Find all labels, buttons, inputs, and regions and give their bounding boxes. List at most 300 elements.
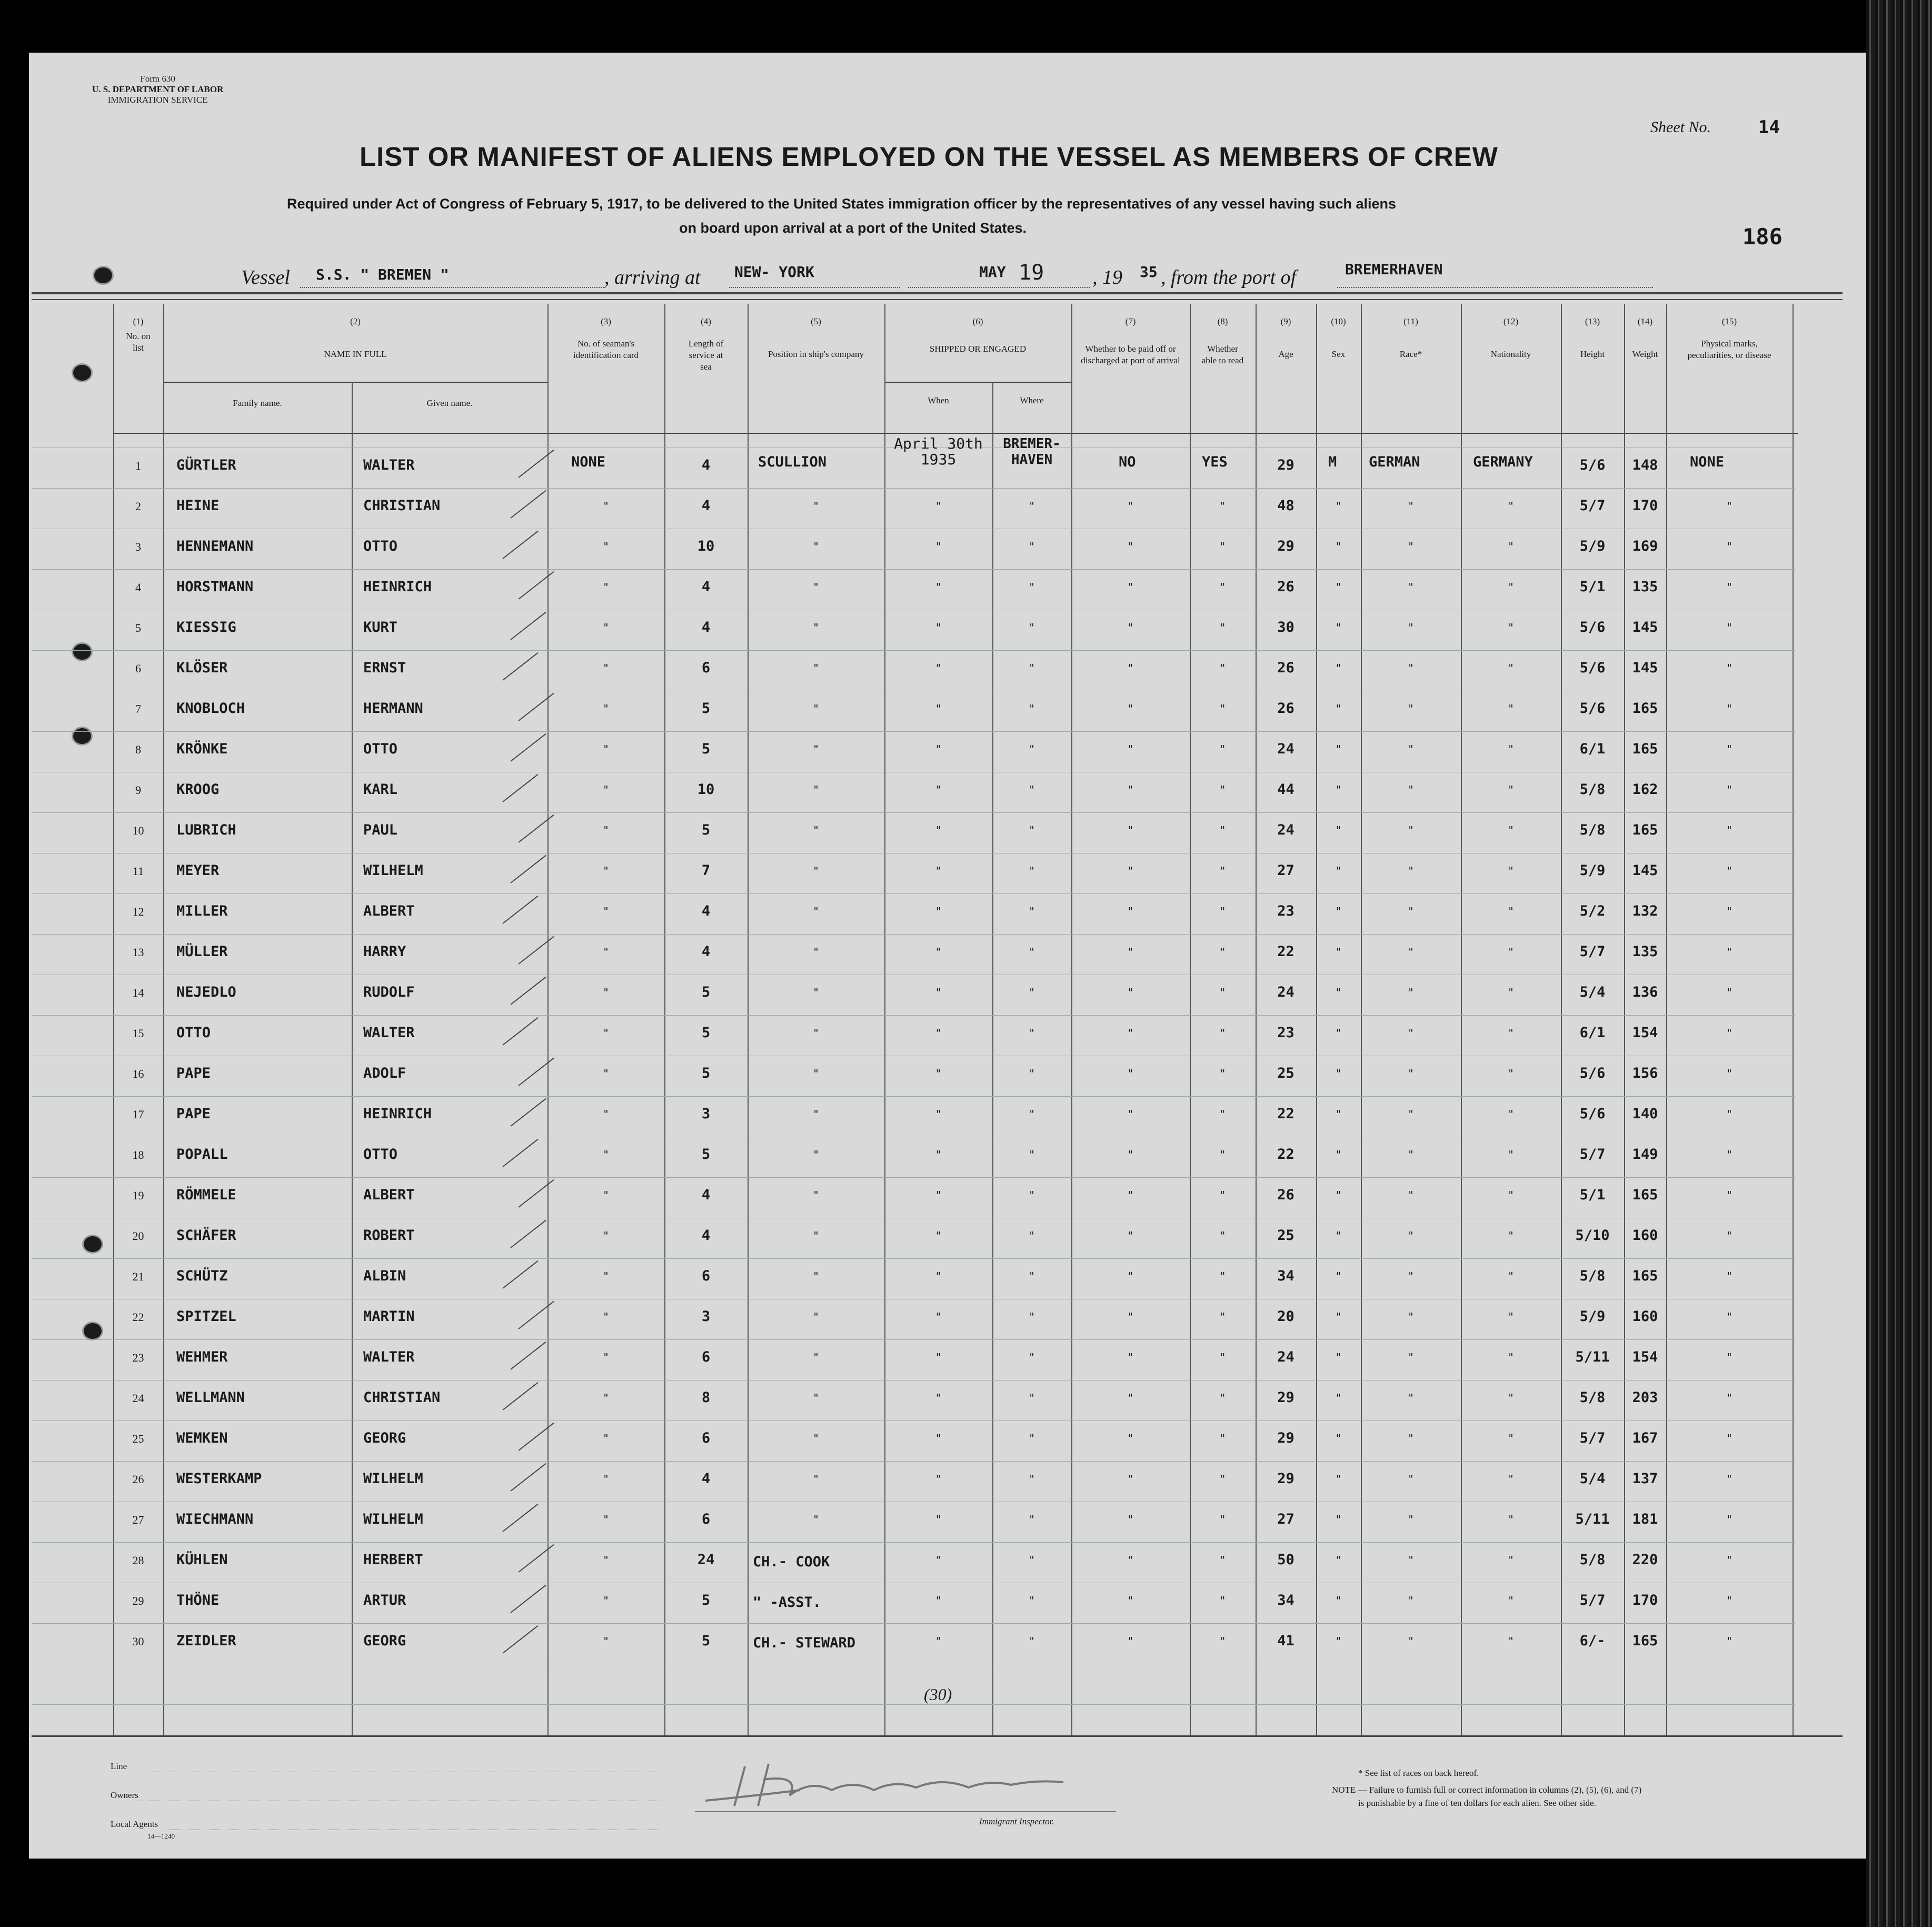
ditto-mark: " <box>1726 1392 1733 1404</box>
row-service: 4 <box>701 498 711 514</box>
ditto-mark: " <box>1507 621 1515 634</box>
binder-hole <box>82 1322 103 1340</box>
row-no: 16 <box>132 1067 144 1080</box>
row-no: 6 <box>135 662 141 675</box>
row-height: 5/8 <box>1579 781 1606 798</box>
row-rule <box>32 1542 1795 1543</box>
row-no: 18 <box>132 1148 144 1161</box>
row-height: 5/7 <box>1579 1146 1606 1163</box>
ditto-mark: " <box>935 1189 942 1201</box>
col15-header: (15) Physical marks, peculiarities, or disease <box>1687 316 1771 360</box>
ditto-mark: " <box>1127 500 1134 512</box>
inspector-signature <box>695 1759 1116 1816</box>
ditto-mark: " <box>1219 581 1226 593</box>
ditto-mark: " <box>812 905 820 918</box>
col11-header: (11) Race* <box>1399 316 1422 359</box>
row-age: 25 <box>1277 1065 1294 1081</box>
ditto-mark: " <box>1726 1513 1733 1526</box>
ditto-mark: " <box>1219 1108 1226 1120</box>
ditto-mark: " <box>1726 1635 1733 1647</box>
ditto-mark: " <box>1219 1310 1226 1323</box>
ditto-mark: " <box>1127 1189 1134 1201</box>
row-service: 4 <box>701 457 711 473</box>
row-height: 5/6 <box>1579 700 1606 717</box>
ditto-mark: " <box>1507 824 1515 837</box>
ditto-mark: " <box>935 662 942 674</box>
ditto-mark: " <box>1335 1594 1342 1607</box>
row-family: LUBRICH <box>176 822 236 838</box>
ditto-mark: " <box>1028 1351 1035 1364</box>
ditto-mark: " <box>1507 1270 1515 1283</box>
row-given: WALTER <box>363 1025 415 1041</box>
able-to-read-first: YES <box>1202 454 1228 470</box>
ditto-mark: " <box>1127 1148 1134 1161</box>
ditto-mark: " <box>1127 1392 1134 1404</box>
row-family: PAPE <box>176 1106 211 1122</box>
ditto-mark: " <box>1127 1473 1134 1485</box>
table-top-rule <box>32 292 1843 294</box>
row-height: 5/9 <box>1579 862 1606 879</box>
vessel-label: Vessel <box>241 266 290 289</box>
ditto-mark: " <box>1028 946 1035 958</box>
ditto-mark: " <box>1335 1635 1342 1647</box>
row-given: KURT <box>363 619 398 635</box>
ditto-mark: " <box>935 1108 942 1120</box>
row-service: 5 <box>701 1592 711 1608</box>
ditto-mark: " <box>1335 581 1342 593</box>
ditto-mark: " <box>1407 1432 1415 1445</box>
row-rule <box>32 1704 1795 1705</box>
ditto-mark: " <box>1219 1067 1226 1080</box>
arrival-port: NEW- YORK <box>734 263 814 281</box>
ditto-mark: " <box>812 783 820 796</box>
when-header: When <box>928 395 949 405</box>
row-given: ADOLF <box>363 1065 406 1081</box>
row-given: HERBERT <box>363 1552 423 1568</box>
ditto-mark: " <box>1127 1270 1134 1283</box>
row-no: 27 <box>132 1513 144 1526</box>
row-weight: 135 <box>1632 579 1658 595</box>
row-weight: 203 <box>1632 1389 1658 1406</box>
ditto-mark: " <box>1219 500 1226 512</box>
ditto-mark: " <box>1507 905 1515 918</box>
ditto-mark: " <box>1028 1554 1035 1566</box>
row-height: 5/9 <box>1579 538 1606 554</box>
row-given: ERNST <box>363 660 406 676</box>
ditto-mark: " <box>1028 783 1035 796</box>
row-family: WESTERKAMP <box>176 1471 262 1487</box>
ditto-mark: " <box>1335 1310 1342 1323</box>
ditto-mark: " <box>1726 1594 1733 1607</box>
ditto-mark: " <box>1127 1594 1134 1607</box>
ditto-mark: " <box>602 500 610 512</box>
ditto-mark: " <box>602 743 610 756</box>
ditto-mark: " <box>1127 1513 1134 1526</box>
row-family: WIECHMANN <box>176 1511 254 1527</box>
ditto-mark: " <box>1028 621 1035 634</box>
row-weight: 149 <box>1632 1146 1658 1163</box>
ditto-mark: " <box>1219 1148 1226 1161</box>
ditto-mark: " <box>935 743 942 756</box>
race-first: GERMAN <box>1369 454 1420 470</box>
row-no: 9 <box>135 783 141 797</box>
line-label: Line <box>111 1761 127 1771</box>
ditto-mark: " <box>1507 783 1515 796</box>
ditto-mark: " <box>812 946 820 958</box>
ditto-mark: " <box>1028 1067 1035 1080</box>
ditto-mark: " <box>1407 1392 1415 1404</box>
ditto-mark: " <box>812 1513 820 1526</box>
row-service: 5 <box>701 1025 711 1041</box>
row-age: 24 <box>1277 1349 1294 1365</box>
ditto-mark: " <box>1407 1473 1415 1485</box>
ditto-mark: " <box>1028 1392 1035 1404</box>
ditto-mark: " <box>1726 1473 1733 1485</box>
row-position: CH.- COOK <box>753 1554 830 1570</box>
row-no: 12 <box>132 905 144 918</box>
ditto-mark: " <box>1127 1310 1134 1323</box>
row-service: 4 <box>701 1471 711 1487</box>
service-name: IMMIGRATION SERVICE <box>107 95 208 105</box>
ditto-mark: " <box>602 1067 610 1080</box>
row-rule <box>32 1339 1795 1340</box>
row-family: SCHÄFER <box>176 1227 236 1244</box>
binder-hole <box>72 642 93 661</box>
row-rule <box>32 1177 1795 1178</box>
ditto-mark: " <box>1726 743 1733 756</box>
ditto-mark: " <box>812 702 820 715</box>
ditto-mark: " <box>935 1229 942 1242</box>
ditto-mark: " <box>1407 865 1415 877</box>
row-age: 24 <box>1277 984 1294 1000</box>
ditto-mark: " <box>935 946 942 958</box>
ditto-mark: " <box>1028 743 1035 756</box>
ditto-mark: " <box>1335 946 1342 958</box>
nationality-first: GERMANY <box>1473 454 1533 470</box>
row-height: 5/1 <box>1579 1187 1606 1203</box>
shipped-when-year: 1935 <box>920 451 957 468</box>
inspector-label: Immigrant Inspector. <box>979 1816 1054 1826</box>
row-weight: 148 <box>1632 457 1658 473</box>
ditto-mark: " <box>1219 702 1226 715</box>
row-height: 5/9 <box>1579 1308 1606 1325</box>
ditto-mark: " <box>1726 662 1733 674</box>
owners-label: Owners <box>111 1790 138 1800</box>
ditto-mark: " <box>1335 662 1342 674</box>
ditto-mark: " <box>1335 1554 1342 1566</box>
row-weight: 170 <box>1632 498 1658 514</box>
ditto-mark: " <box>1407 1554 1415 1566</box>
ditto-mark: " <box>935 1513 942 1526</box>
row-family: WEMKEN <box>176 1430 228 1446</box>
row-family: HENNEMANN <box>176 538 254 554</box>
row-age: 29 <box>1277 1430 1294 1446</box>
row-service: 5 <box>701 700 711 717</box>
name-subheader-rule <box>163 382 547 383</box>
ditto-mark: " <box>1407 1229 1415 1242</box>
ditto-mark: " <box>1028 540 1035 553</box>
ditto-mark: " <box>812 865 820 877</box>
row-weight: 165 <box>1632 1187 1658 1203</box>
ditto-mark: " <box>1335 905 1342 918</box>
row-age: 22 <box>1277 943 1294 960</box>
row-weight: 220 <box>1632 1552 1658 1568</box>
ditto-mark: " <box>1507 702 1515 715</box>
ditto-mark: " <box>602 1513 610 1526</box>
row-rule <box>32 812 1795 813</box>
sex-first: M <box>1328 454 1337 470</box>
ditto-mark: " <box>1127 743 1134 756</box>
ditto-mark: " <box>1335 500 1342 512</box>
row-service: 8 <box>701 1389 711 1406</box>
row-weight: 165 <box>1632 741 1658 757</box>
row-no: 23 <box>132 1351 144 1364</box>
row-given: WALTER <box>363 457 415 473</box>
ditto-mark: " <box>1507 1594 1515 1607</box>
ditto-mark: " <box>1726 1067 1733 1080</box>
ditto-mark: " <box>1219 1270 1226 1283</box>
ditto-mark: " <box>1726 1310 1733 1323</box>
ditto-mark: " <box>1507 1027 1515 1039</box>
row-weight: 154 <box>1632 1349 1658 1365</box>
ditto-mark: " <box>1407 1513 1415 1526</box>
row-given: ALBIN <box>363 1268 406 1284</box>
row-given: HEINRICH <box>363 1106 432 1122</box>
row-rule <box>32 1461 1795 1462</box>
ditto-mark: " <box>1407 783 1415 796</box>
ditto-mark: " <box>935 824 942 837</box>
ditto-mark: " <box>1219 865 1226 877</box>
table-top-rule-2 <box>32 299 1843 300</box>
row-given: WILHELM <box>363 1511 423 1527</box>
ditto-mark: " <box>1335 1473 1342 1485</box>
row-rule <box>32 731 1795 732</box>
ditto-mark: " <box>1028 1148 1035 1161</box>
ditto-mark: " <box>1507 1067 1515 1080</box>
row-service: 6 <box>701 1511 711 1527</box>
row-weight: 169 <box>1632 538 1658 554</box>
row-no: 30 <box>132 1635 144 1648</box>
row-service: 3 <box>701 1308 711 1325</box>
fine-note-line2: is punishable by a fine of ten dollars for each alien. See other side. <box>1358 1798 1596 1808</box>
table-bottom-rule <box>32 1735 1843 1737</box>
ditto-mark: " <box>1028 824 1035 837</box>
ditto-mark: " <box>1335 986 1342 999</box>
ditto-mark: " <box>1127 581 1134 593</box>
row-family: NEJEDLO <box>176 984 236 1000</box>
ditto-mark: " <box>1726 905 1733 918</box>
row-rule <box>32 893 1795 894</box>
ditto-mark: " <box>1335 540 1342 553</box>
row-height: 6/- <box>1579 1633 1606 1649</box>
ditto-mark: " <box>1219 1392 1226 1404</box>
ditto-mark: " <box>1726 986 1733 999</box>
row-height: 5/7 <box>1579 1592 1606 1608</box>
ditto-mark: " <box>1407 662 1415 674</box>
ditto-mark: " <box>602 905 610 918</box>
row-given: MARTIN <box>363 1308 415 1325</box>
ditto-mark: " <box>602 1432 610 1445</box>
row-family: HORSTMANN <box>176 579 254 595</box>
ditto-mark: " <box>812 1027 820 1039</box>
shipped-where-line1: BREMER- <box>1003 436 1061 452</box>
row-rule <box>32 569 1795 570</box>
row-height: 5/4 <box>1579 984 1606 1000</box>
row-weight: 165 <box>1632 1633 1658 1649</box>
row-position: " -ASST. <box>753 1594 822 1611</box>
ditto-mark: " <box>602 1473 610 1485</box>
ditto-mark: " <box>1219 824 1226 837</box>
row-family: OTTO <box>176 1025 211 1041</box>
row-given: KARL <box>363 781 398 798</box>
ditto-mark: " <box>1726 702 1733 715</box>
ditto-mark: " <box>1335 1351 1342 1364</box>
row-age: 30 <box>1277 619 1294 635</box>
ditto-mark: " <box>812 1392 820 1404</box>
ditto-mark: " <box>1726 946 1733 958</box>
row-no: 7 <box>135 702 141 716</box>
ditto-mark: " <box>935 986 942 999</box>
row-age: 24 <box>1277 741 1294 757</box>
ditto-mark: " <box>1507 1635 1515 1647</box>
row-age: 25 <box>1277 1227 1294 1244</box>
ditto-mark: " <box>935 865 942 877</box>
ditto-mark: " <box>1219 1351 1226 1364</box>
ditto-mark: " <box>1127 1554 1134 1566</box>
row-weight: 132 <box>1632 903 1658 919</box>
row-no: 10 <box>132 824 144 837</box>
ditto-mark: " <box>1507 1432 1515 1445</box>
row-given: HERMANN <box>363 700 423 717</box>
row-service: 4 <box>701 943 711 960</box>
ditto-mark: " <box>1507 986 1515 999</box>
ditto-mark: " <box>1028 581 1035 593</box>
arrival-day: 19 <box>1019 261 1044 285</box>
ditto-mark: " <box>1407 1310 1415 1323</box>
ditto-mark: " <box>1219 1554 1226 1566</box>
form-number: Form 630 <box>140 74 175 84</box>
ditto-mark: " <box>1507 1310 1515 1323</box>
ditto-mark: " <box>1219 986 1226 999</box>
ditto-mark: " <box>1335 621 1342 634</box>
shipped-when <box>884 436 992 468</box>
ditto-mark: " <box>602 1392 610 1404</box>
ditto-mark: " <box>812 1473 820 1485</box>
row-age: 23 <box>1277 903 1294 919</box>
ditto-mark: " <box>935 1635 942 1647</box>
row-weight: 154 <box>1632 1025 1658 1041</box>
row-given: GEORG <box>363 1430 406 1446</box>
ditto-mark: " <box>1028 1432 1035 1445</box>
row-family: KÜHLEN <box>176 1552 228 1568</box>
row-service: 5 <box>701 1633 711 1649</box>
ditto-mark: " <box>1407 1351 1415 1364</box>
shipped-when-date: April 30th <box>894 435 983 452</box>
ditto-mark: " <box>1127 540 1134 553</box>
row-height: 6/1 <box>1579 1025 1606 1041</box>
ditto-mark: " <box>1726 1432 1733 1445</box>
ditto-mark: " <box>812 581 820 593</box>
ditto-mark: " <box>1028 1310 1035 1323</box>
row-no: 28 <box>132 1554 144 1567</box>
arrival-month: MAY <box>979 263 1006 281</box>
ditto-mark: " <box>602 1148 610 1161</box>
row-service: 6 <box>701 660 711 676</box>
row-family: THÖNE <box>176 1592 220 1608</box>
ditto-mark: " <box>1335 1189 1342 1201</box>
ditto-mark: " <box>1407 905 1415 918</box>
row-no: 22 <box>132 1310 144 1324</box>
row-age: 48 <box>1277 498 1294 514</box>
row-position: CH.- STEWARD <box>753 1635 856 1651</box>
ditto-mark: " <box>1219 621 1226 634</box>
ditto-mark: " <box>1726 500 1733 512</box>
ditto-mark: " <box>935 905 942 918</box>
ditto-mark: " <box>1335 1432 1342 1445</box>
row-service: 5 <box>701 1065 711 1081</box>
arriving-label: , arriving at <box>604 266 701 289</box>
row-height: 5/10 <box>1575 1227 1610 1244</box>
ditto-mark: " <box>935 581 942 593</box>
ditto-mark: " <box>602 581 610 593</box>
ditto-mark: " <box>1219 540 1226 553</box>
row-age: 41 <box>1277 1633 1294 1649</box>
ditto-mark: " <box>1507 1108 1515 1120</box>
header-bottom-rule <box>113 433 1798 434</box>
row-weight: 165 <box>1632 1268 1658 1284</box>
ditto-mark: " <box>602 1310 610 1323</box>
ditto-mark: " <box>1507 1229 1515 1242</box>
ditto-mark: " <box>602 1189 610 1201</box>
ditto-mark: " <box>1219 1594 1226 1607</box>
ditto-mark: " <box>602 783 610 796</box>
ditto-mark: " <box>1127 702 1134 715</box>
total-count-note: (30) <box>924 1685 952 1704</box>
col6-header: (6) SHIPPED OR ENGAGED <box>929 316 1027 354</box>
row-given: OTTO <box>363 1146 398 1163</box>
row-given: HEINRICH <box>363 579 432 595</box>
ditto-mark: " <box>602 1635 610 1647</box>
row-no: 19 <box>132 1189 144 1202</box>
row-no: 15 <box>132 1027 144 1040</box>
ditto-mark: " <box>1507 743 1515 756</box>
binder-hole <box>82 1235 103 1254</box>
ditto-mark: " <box>602 540 610 553</box>
row-service: 5 <box>701 822 711 838</box>
row-family: KLÖSER <box>176 660 228 676</box>
page-stack-edge <box>1866 0 1932 1927</box>
row-height: 5/6 <box>1579 619 1606 635</box>
row-no: 1 <box>135 459 141 472</box>
row-weight: 170 <box>1632 1592 1658 1608</box>
vessel-name: S.S. " BREMEN " <box>316 266 449 283</box>
page-number: 186 <box>1742 224 1782 250</box>
row-given: OTTO <box>363 741 398 757</box>
row-given: OTTO <box>363 538 398 554</box>
row-given: WALTER <box>363 1349 415 1365</box>
ditto-mark: " <box>1335 1513 1342 1526</box>
ditto-mark: " <box>1507 865 1515 877</box>
ditto-mark: " <box>1219 662 1226 674</box>
ditto-mark: " <box>935 783 942 796</box>
ditto-mark: " <box>812 1432 820 1445</box>
ditto-mark: " <box>1028 1594 1035 1607</box>
row-given: ALBERT <box>363 903 415 919</box>
col2-header: (2) NAME IN FULL <box>324 316 387 359</box>
row-height: 5/8 <box>1579 1268 1606 1284</box>
row-age: 29 <box>1277 538 1294 554</box>
date-underline <box>908 287 1090 288</box>
